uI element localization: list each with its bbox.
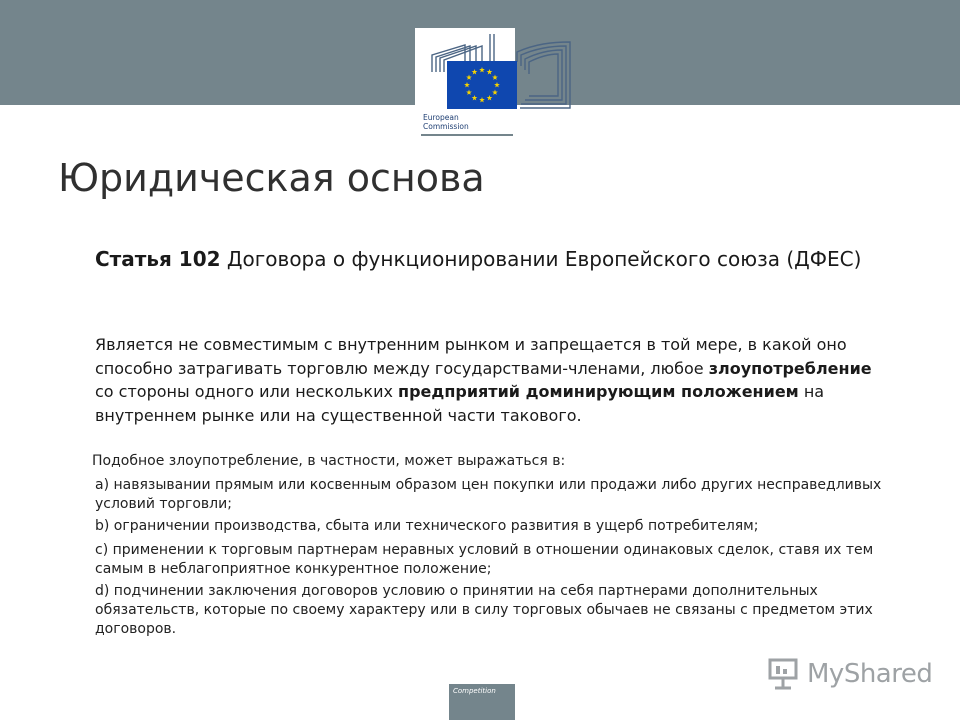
article-heading xyxy=(95,246,875,273)
slide-title: Юридическая основа xyxy=(58,156,485,200)
list-item-a: a) навязывании прямым или косвенным образом цен покупки или продажи либо других несправедливых условий торговли; xyxy=(95,477,882,512)
eu-star-icon xyxy=(479,67,485,72)
article-text-part-1: Является не совместимым с внутренним рынком и запрещается в той мере, в какой оно способно затрагивать торговлю между государствами-членами, любое xyxy=(95,335,847,378)
article-heading-rest: Договора о функционировании Европейского союза (ДФЕС) xyxy=(220,247,862,271)
logo-divider xyxy=(421,134,513,136)
eu-star-icon xyxy=(487,95,493,100)
article-text-part-3: на внутреннем рынке или на существенной части такового. xyxy=(95,382,825,425)
eu-star-icon xyxy=(466,75,472,80)
eu-star-icon xyxy=(472,95,478,100)
eu-star-icon xyxy=(494,82,500,87)
list-item-c: c) применении к торговым партнерам неравных условий в отношении одинаковых сделок, ставя их тем самым в неблагоприятное конкурентное положение; xyxy=(95,542,874,577)
article-text xyxy=(95,333,895,427)
article-text-bold-2: предприятий доминирующим положением xyxy=(398,382,799,401)
list-item-b: b) ограничении производства, сбыта или технического развития в ущерб потребителям; xyxy=(95,518,759,534)
watermark xyxy=(767,654,932,694)
article-text-part-2: со стороны одного или нескольких xyxy=(95,382,399,401)
eu-star-icon xyxy=(492,90,498,95)
list-item-d: d) подчинении заключения договоров условию о принятии на себя партнерами дополнительных обязательств, которые по своему характеру или в силу торговых обычаев не связаны с предметом этих договоров. xyxy=(95,583,873,637)
eu-star-icon xyxy=(466,90,472,95)
eu-star-icon xyxy=(472,69,478,74)
ec-logo-text xyxy=(423,113,511,131)
eu-star-icon xyxy=(479,97,485,102)
article-number: Статья 102 xyxy=(95,247,221,271)
logo-line-1: European xyxy=(423,113,459,122)
footer-tab xyxy=(449,684,515,720)
presentation-icon xyxy=(767,657,803,691)
watermark-text: MyShared xyxy=(807,659,933,689)
article-text-bold-1: злоупотребление xyxy=(708,358,872,378)
eu-flag xyxy=(447,61,517,109)
logo-line-2: Commission xyxy=(423,122,469,131)
eu-star-icon xyxy=(487,69,493,74)
eu-stars-icon xyxy=(447,61,517,109)
abuse-intro: Подобное злоупотребление, в частности, может выражаться в: xyxy=(92,453,566,469)
footer-tab-label: Competition xyxy=(453,687,496,695)
eu-star-icon xyxy=(492,75,498,80)
eu-star-icon xyxy=(464,82,470,87)
